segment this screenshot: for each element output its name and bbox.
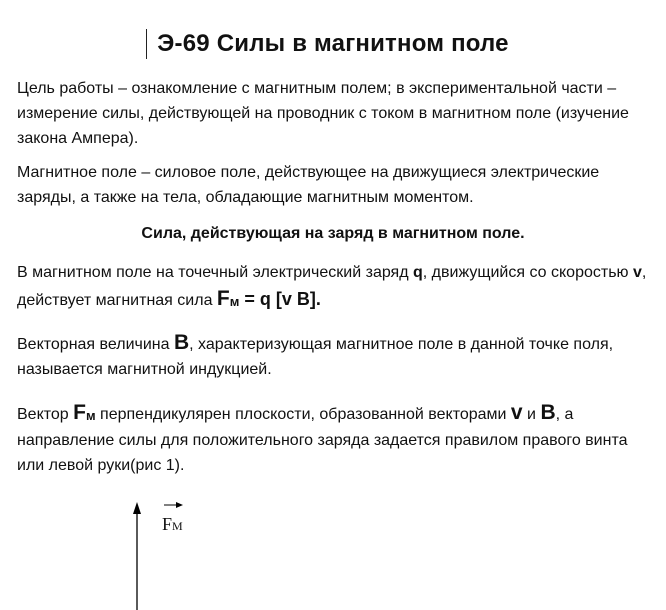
force-symbol	[217, 287, 239, 310]
purpose-paragraph: Цель работы – ознакомление с магнитным полем; в экспериментальной части – измерение силы, действующей на проводник с током в магнитном поле (изучение закона Ампера).	[17, 80, 629, 147]
induction-symbol: B	[173, 331, 190, 354]
charge-symbol: q	[413, 264, 423, 281]
force-label-main: F	[162, 514, 173, 534]
direction-text-3: , а направление силы для положительного заряда задается правилом правого винта или левой руки(рис 1).	[17, 406, 628, 474]
force-vector-arrowhead	[133, 502, 141, 514]
lorentz-text-2: , движущийся со скоростью	[422, 264, 633, 281]
lorentz-text-3: , действует магнитная сила	[17, 264, 647, 309]
force-letter-2: F	[73, 401, 86, 424]
induction-paragraph	[17, 330, 647, 382]
induction-symbol-2: B	[540, 401, 556, 424]
direction-and: и	[522, 406, 541, 423]
force-subscript: м	[229, 294, 240, 309]
direction-text-1: Вектор	[17, 406, 74, 423]
force-letter: F	[216, 287, 230, 310]
induction-text-2: , характеризующая магнитное поле в данной точке поля, называется магнитной индукцией.	[17, 336, 614, 378]
induction-text-1: Векторная величина	[17, 336, 174, 353]
force-subscript-2: м	[85, 408, 96, 423]
lorentz-formula: = q [v B].	[239, 289, 321, 309]
force-label	[162, 514, 183, 535]
figure-1	[0, 480, 666, 610]
velocity-symbol: v	[632, 264, 642, 281]
section-subheading: Сила, действующая на заряд в магнитном поле.	[141, 225, 525, 242]
lorentz-text-1: В магнитном поле на точечный электрический заряд	[17, 264, 413, 281]
force-label-sub: M	[172, 519, 183, 533]
velocity-symbol-2: v	[510, 401, 523, 424]
definition-paragraph: Магнитное поле – силовое поле, действующее на движущиеся электрические заряды, а также на тела, обладающие магнитным моментом.	[17, 164, 600, 206]
page-title: Э-69 Силы в магнитном поле	[157, 30, 509, 57]
force-diagram	[0, 480, 666, 610]
lorentz-paragraph	[17, 260, 647, 315]
label-vector-arrowhead	[176, 502, 183, 508]
force-symbol-2	[73, 401, 95, 424]
direction-text-2: перпендикулярен плоскости, образованной векторами	[95, 406, 511, 423]
direction-paragraph	[17, 400, 647, 478]
